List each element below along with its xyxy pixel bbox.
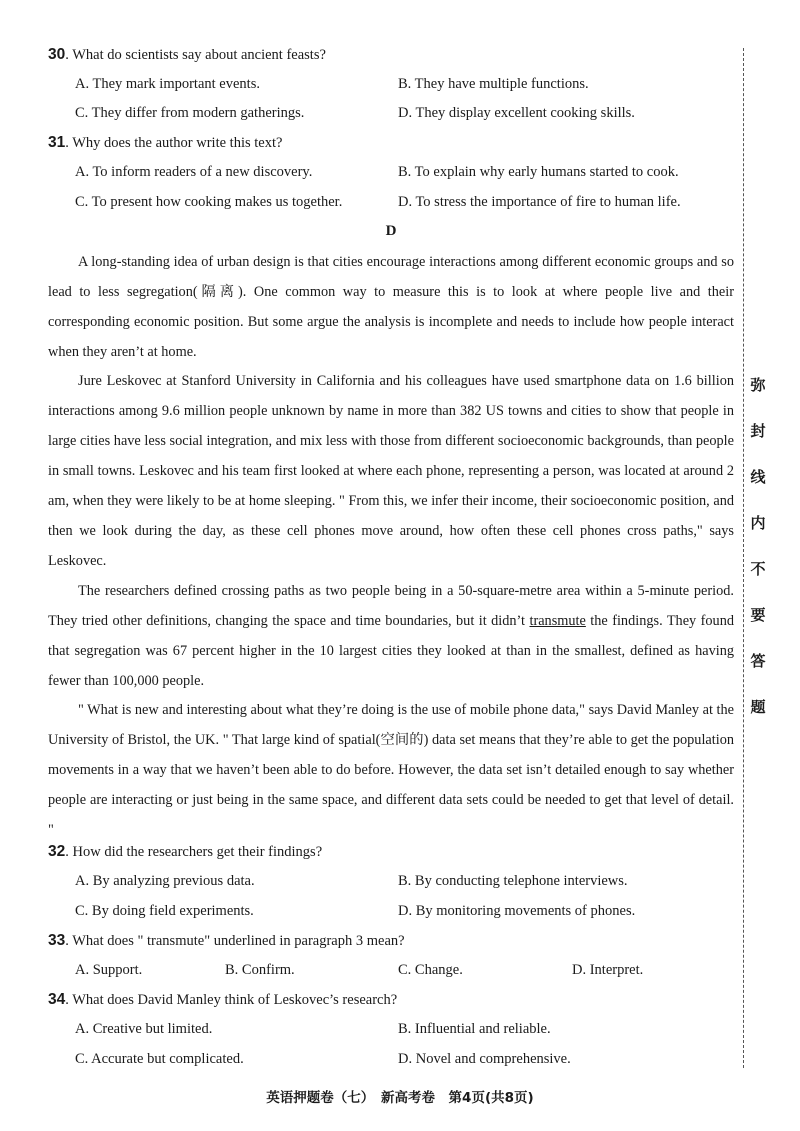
option-c: C. Accurate but complicated.: [75, 1051, 244, 1067]
seal-margin-notice: [748, 375, 768, 743]
seal-char: 要: [750, 606, 766, 624]
paragraph-3-text-end: the findings. They found that segregation was 67 percent higher in the 10 largest cities they looked at than in the smallest, defined as having fewer than 100,000 people.: [48, 613, 734, 689]
option-b: B. Confirm.: [225, 962, 295, 978]
question-number: 32: [48, 843, 66, 860]
question-31: [48, 134, 282, 152]
paragraph-3-text-start: The researchers defined crossing paths as two people being in a 50-square-metre area within a 5-minute period. They tried other definitions, changing the space and time boundaries, but it didn’t: [48, 583, 734, 629]
seal-char: 不: [750, 560, 766, 578]
option-c: C. By doing field experiments.: [75, 903, 254, 919]
question-33: [48, 932, 405, 950]
question-text: . What does David Manley think of Leskovec’s research?: [65, 992, 398, 1008]
question-text: . How did the researchers get their findings?: [65, 844, 323, 860]
passage-paragraph-3: [48, 576, 734, 696]
question-number: 33: [48, 932, 66, 949]
question-34: [48, 991, 397, 1009]
passage-paragraph-4: " What is new and interesting about what they’re doing is the use of mobile phone data," says David Manley at the University of Bristol, the UK. " That large kind of spatial(空间的) data set means that they’re able to get the population movements in a way that we haven’t been able to do before. However, the data set isn’t detailed enough to say whether people are interacting or just being in the same space, and different data sets could be needed to get that level of detail. ": [48, 702, 734, 838]
seal-char: 线: [750, 468, 766, 486]
seal-dashed-line: [743, 48, 744, 1068]
option-a: A. To inform readers of a new discovery.: [75, 164, 313, 180]
option-d: D. Interpret.: [572, 962, 644, 978]
option-a: A. They mark important events.: [75, 76, 260, 92]
option-b: B. They have multiple functions.: [398, 76, 589, 92]
option-b: B. By conducting telephone interviews.: [398, 873, 628, 889]
seal-char: 封: [750, 422, 766, 440]
question-text: . Why does the author write this text?: [65, 135, 283, 151]
seal-char: 答: [750, 652, 766, 670]
section-heading: D: [385, 223, 397, 239]
option-b: B. Influential and reliable.: [398, 1021, 551, 1037]
question-text: . What does " transmute" underlined in paragraph 3 mean?: [65, 933, 405, 949]
option-a: A. Support.: [75, 962, 143, 978]
option-c: C. They differ from modern gatherings.: [75, 105, 305, 121]
page-footer: 英语押题卷（七） 新高考卷 第4页(共8页): [266, 1090, 534, 1106]
question-32: [48, 843, 322, 861]
seal-char: 内: [750, 514, 766, 532]
seal-char: 题: [750, 698, 766, 716]
question-number: 30: [48, 46, 66, 63]
question-text: . What do scientists say about ancient feasts?: [65, 47, 326, 63]
passage-paragraph-2: Jure Leskovec at Stanford University in California and his colleagues have used smartphone data on 1.6 billion interactions among 9.6 million people unknown by name in more than 382 US towns and cities to show that people in large cities have less social integration, and mix less with those from different socioeconomic backgrounds, than people in small towns. Leskovec and his team first looked at where each phone, representing a person, was located at around 2 am, when they were likely to be at home sleeping. " From this, we infer their income, their socioeconomic position, and then we look during the day, as these cell phones move around, how often these cell phones cross paths," says Leskovec.: [48, 373, 734, 569]
option-a: A. Creative but limited.: [75, 1021, 213, 1037]
seal-char: 弥: [750, 376, 766, 394]
option-c: C. To present how cooking makes us together.: [75, 194, 343, 210]
option-b: B. To explain why early humans started to cook.: [398, 164, 679, 180]
option-c: C. Change.: [398, 962, 463, 978]
question-number: 34: [48, 991, 66, 1008]
option-d: D. By monitoring movements of phones.: [398, 903, 636, 919]
underlined-word: transmute: [529, 613, 586, 629]
option-d: D. They display excellent cooking skills.: [398, 105, 635, 121]
option-d: D. Novel and comprehensive.: [398, 1051, 571, 1067]
question-30: [48, 46, 326, 64]
option-d: D. To stress the importance of fire to human life.: [398, 194, 681, 210]
passage-paragraph-1: A long-standing idea of urban design is that cities encourage interactions among different economic groups and so lead to less segregation(隔离). One common way to measure this is to look at where people live and their corresponding economic position. But some argue the analysis is incomplete and needs to include how people interact when they aren’t at home.: [48, 254, 734, 360]
question-number: 31: [48, 134, 66, 151]
option-a: A. By analyzing previous data.: [75, 873, 255, 889]
